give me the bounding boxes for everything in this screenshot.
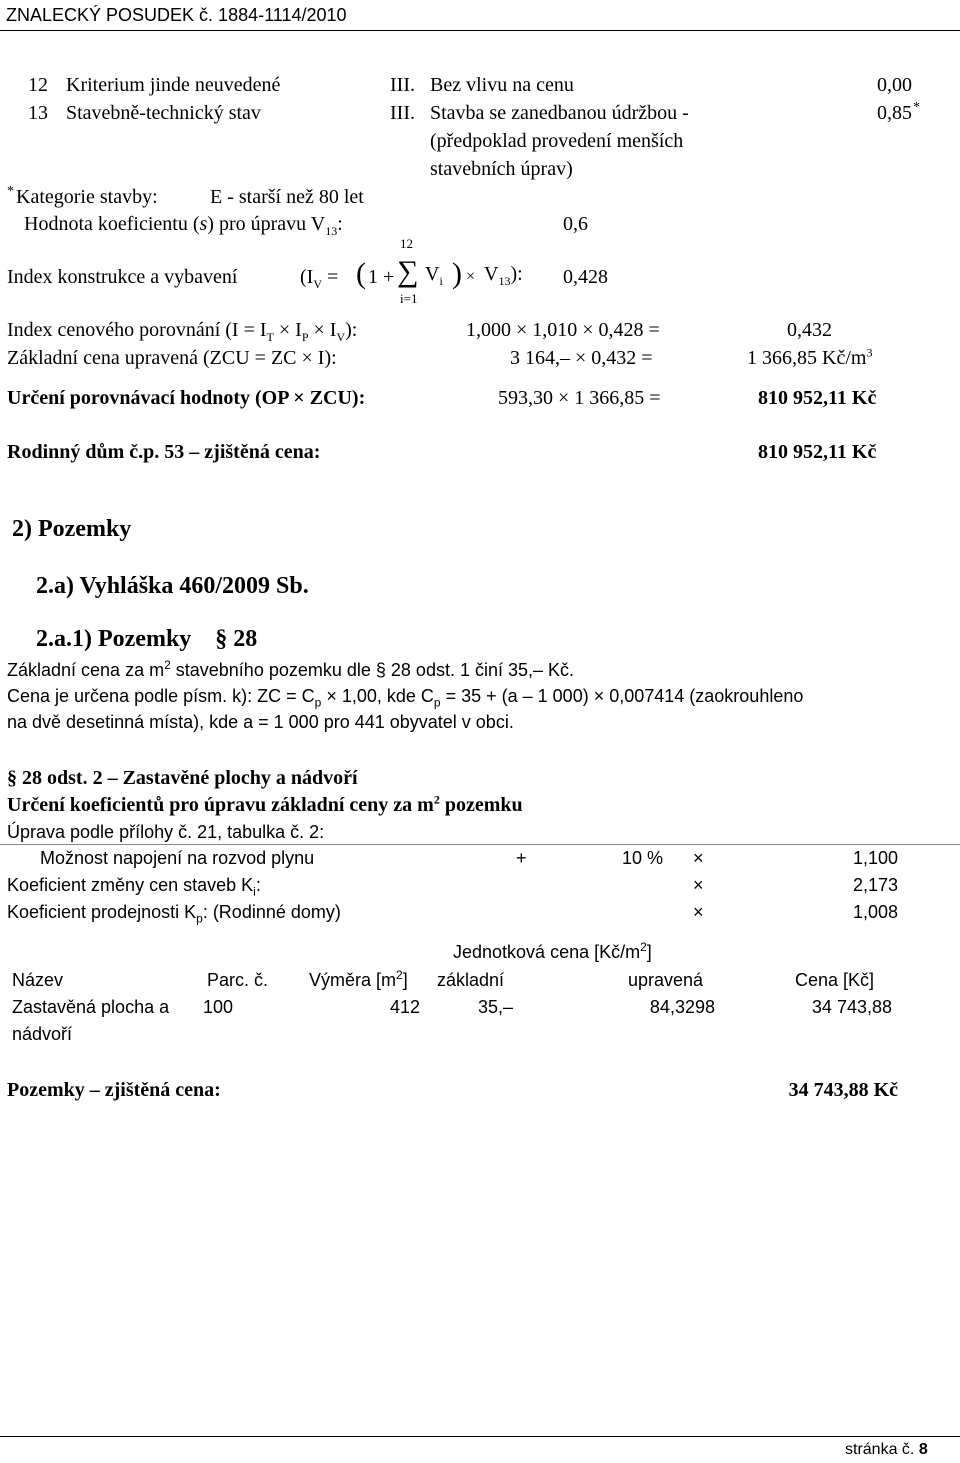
criterion-class: III. [390, 102, 415, 124]
header-rule [0, 30, 960, 31]
section-title-vyhlaska: 2.a) Vyhláška 460/2009 Sb. [36, 573, 309, 599]
coef-row-op: × [693, 848, 704, 868]
base-price-label: Základní cena upravená (ZCU = ZC × I): [7, 347, 337, 369]
formula-sigma-upper: 12 [400, 236, 413, 251]
coef-row-label: Možnost napojení na rozvod plynu [40, 848, 315, 868]
coef-heading: Určení koeficientů pro úpravu základní ceny za $m^2$ pozemku [7, 792, 523, 816]
document-header: ZNALECKÝ POSUDEK č. 1884-1114/2010 [6, 5, 347, 25]
par28-heading: § 28 odst. 2 – Zastavěné plochy a nádvoří [7, 767, 358, 789]
table-cell-name: Zastavěná plocha a [12, 997, 170, 1017]
price-index-calc: 1,000 × 1,010 × 0,428 = [466, 319, 660, 341]
base-price-value: 1 366,85 $Kč/m^3$ [747, 345, 873, 369]
adjust-text: Úprava podle přílohy č. 21, tabulka č. 2: [7, 822, 325, 842]
criterion-num: 12 [28, 74, 48, 96]
formula-sigma-lower: i=1 [400, 291, 418, 306]
criterion-mark: * [913, 100, 920, 115]
comparison-calc: 593,30 × 1 366,85 = [498, 387, 661, 409]
coef-row-value: 1,100 [852, 848, 898, 868]
formula-times: × [466, 268, 476, 285]
price-index-value: 0,432 [787, 319, 832, 341]
formula-vi: $V_i$ [425, 263, 443, 288]
footer-page: stránka č. 8 [845, 1441, 928, 1458]
criterion-desc: Bez vlivu na cenu [430, 74, 574, 96]
table-cell-name-cont: nádvoří [12, 1024, 73, 1044]
comparison-label: Určení porovnávací hodnoty (OP × ZCU): [7, 387, 366, 409]
table-header-name: Název [12, 970, 64, 990]
table-unit-header: Jednotková cena $[Kč/m^2]$ [453, 940, 652, 962]
price-index-label: Index cenového porovnání $(I = I_T \times I_P \times I_V)$: [7, 319, 358, 344]
criterion-desc: Stavba se zanedbanou údržbou - [430, 102, 689, 124]
table-cell-base: 35,– [478, 997, 514, 1017]
price-formula-text: Cena je určena podle písm. k): ZC = $C_p \times 1,00$, kde $C_p = 35 + (a - 1$ 000) × 0,007414 (zaokrouhleno [7, 686, 804, 710]
index-construction-value: 0,428 [563, 266, 608, 288]
dash-separator [0, 844, 960, 845]
table-cell-price: 34 743,88 [811, 997, 892, 1017]
coef-row-pct: 10 % [622, 848, 664, 868]
coef-row-op: × [693, 875, 704, 895]
section-title-pozemky: 2) Pozemky [12, 516, 132, 542]
coef-label: Hodnota koeficientu (s) pro úpravu $V_{13}$: [24, 213, 343, 238]
section-title-pozemky-par: 2.a.1) Pozemky § 28 [36, 626, 258, 652]
criterion-name: Stavebně-technický stav [66, 102, 261, 124]
coef-row-value: 1,008 [852, 902, 898, 922]
criterion-desc-line3: stavebních úprav) [430, 158, 573, 180]
table-cell-adjusted: 84,3298 [649, 997, 715, 1017]
formula-paren-close: ) [452, 257, 462, 290]
criterion-value: 0,00 [877, 74, 912, 96]
table-cell-parcel: 100 [203, 997, 234, 1017]
coef-row-value: 2,173 [852, 875, 898, 895]
land-total-value: 34 743,88 Kč [788, 1079, 898, 1101]
criterion-num: 13 [28, 102, 48, 124]
table-header-parcel: Parc. č. [207, 970, 269, 990]
land-total-label: Pozemky – zjištěná cena: [7, 1079, 221, 1101]
table-header-area: Výměra $[m^2]$ [309, 968, 408, 990]
table-header-base: základní [437, 970, 505, 990]
category-star: * [7, 184, 14, 199]
table-header-price: Cena [Kč] [795, 970, 875, 990]
base-price-calc: 3 164,– × 0,432 = [510, 347, 653, 369]
formula-iv: ($I_V$ = [300, 266, 339, 291]
table-header-adjusted: upravená [628, 970, 704, 990]
house-total-value: 810 952,11 Kč [758, 441, 877, 463]
coef-row-label: Koeficient změny cen staveb $K_i$: [7, 875, 261, 899]
criterion-value: 0,85 [877, 102, 912, 124]
coef-value: 0,6 [563, 213, 588, 235]
formula-one-plus: 1 + [368, 266, 395, 288]
comparison-value: 810 952,11 Kč [758, 387, 877, 409]
house-total-label: Rodinný dům č.p. 53 – zjištěná cena: [7, 441, 321, 463]
coef-row-label: Koeficient prodejnosti $K_p$: (Rodinné domy) [7, 902, 341, 926]
index-construction-label: Index konstrukce a vybavení [7, 266, 238, 288]
coef-row-op: × [693, 902, 704, 922]
category-value: E - starší než 80 let [210, 186, 364, 208]
formula-v13: $V_{13}$): [484, 263, 523, 288]
formula-paren-open: ( [356, 257, 366, 290]
base-price-text: Základní cena za $m^2$ stavebního pozemku dle § 28 odst. 1 činí 35,– Kč. [7, 658, 575, 680]
coef-row-sign: + [516, 848, 527, 868]
table-cell-area: 412 [390, 997, 421, 1017]
footer-rule [0, 1436, 960, 1437]
criterion-desc-line2: (předpoklad provedení menších [430, 130, 684, 152]
criterion-class: III. [390, 74, 415, 96]
criterion-name: Kriterium jinde neuvedené [66, 74, 281, 96]
formula-sigma: ∑ [397, 255, 419, 288]
price-formula-text-cont: na dvě desetinná místa), kde a = 1 000 pro 441 obyvatel v obci. [7, 712, 514, 732]
category-label: Kategorie stavby: [16, 186, 158, 208]
